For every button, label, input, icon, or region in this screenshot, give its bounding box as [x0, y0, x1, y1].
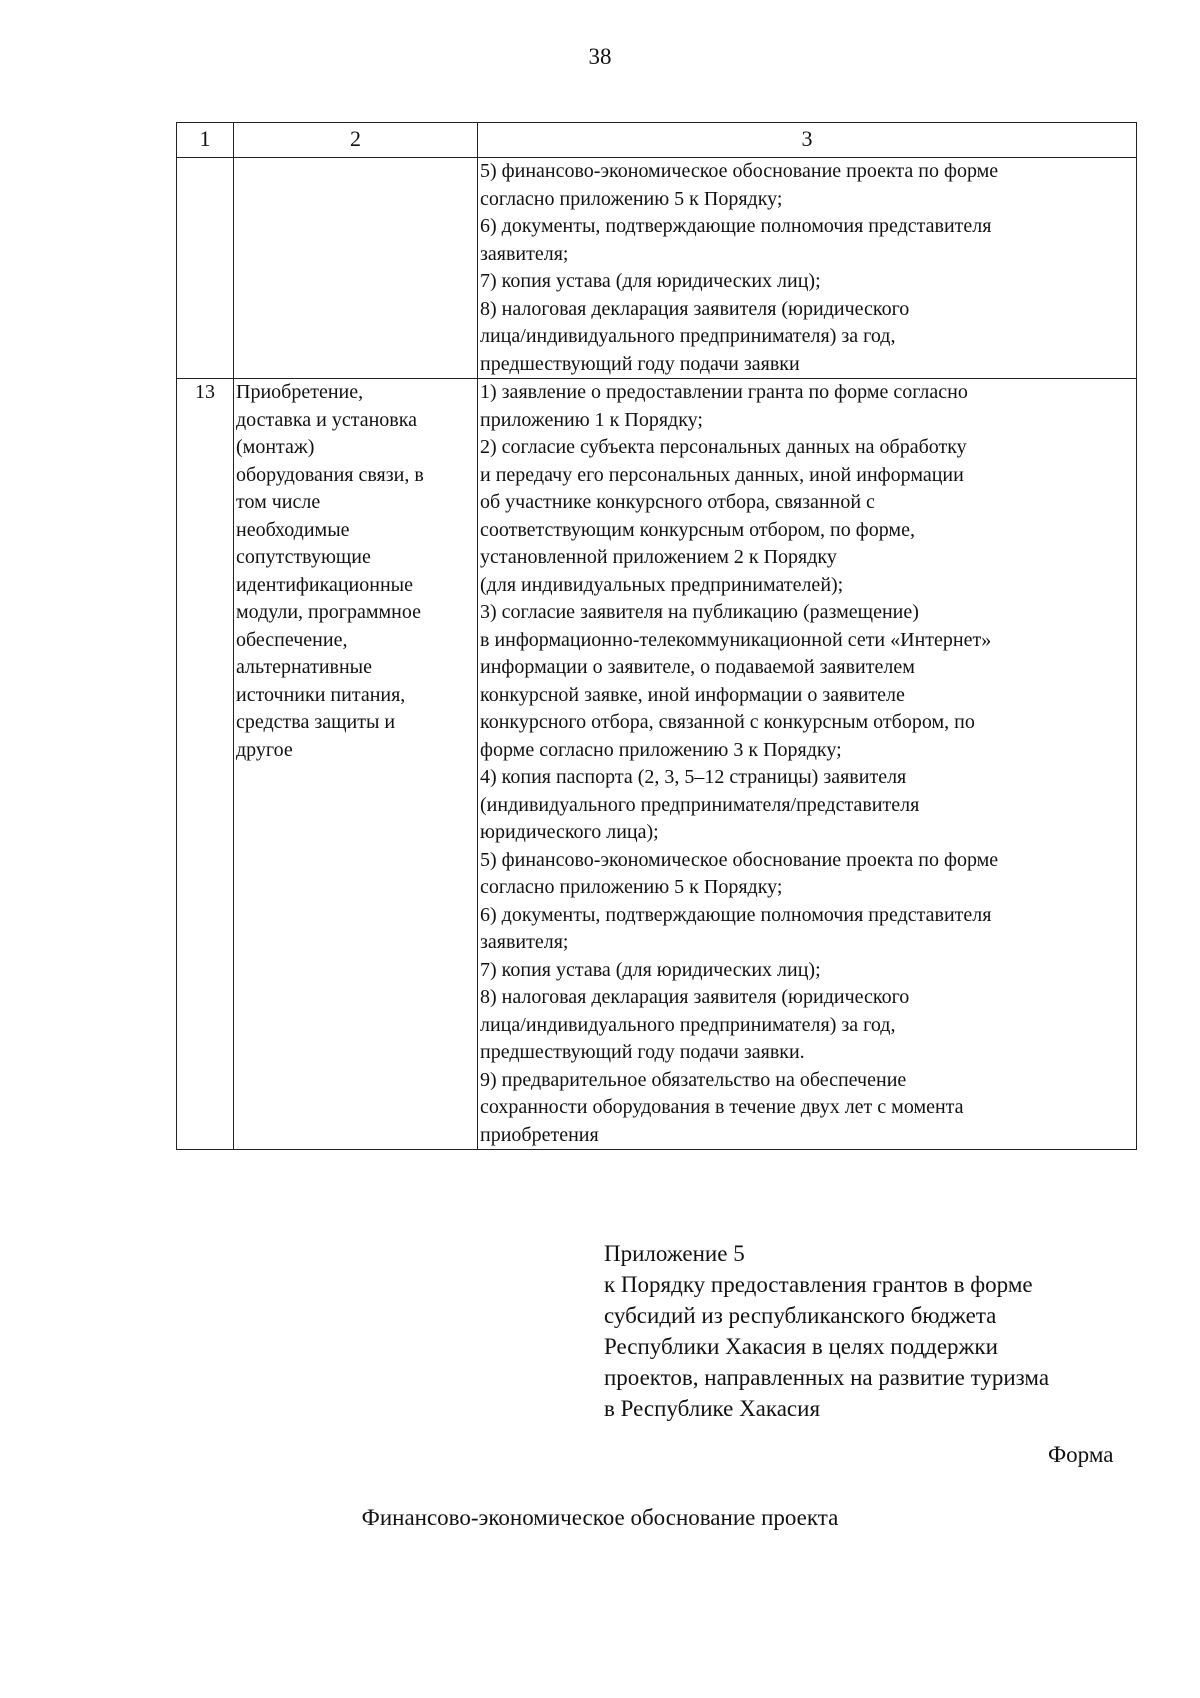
document-line: конкурсного отбора, связанной с конкурсным отбором, по [480, 711, 975, 733]
appendix-line: к Порядку предоставления грантов в форме [604, 1272, 1033, 1297]
document-line: установленной приложением 2 к Порядку [480, 546, 837, 568]
name-line: том числе [236, 491, 321, 513]
document-line: заявителя; [480, 931, 569, 953]
row-number-cell [177, 158, 234, 379]
document-line: согласно приложению 5 к Порядку; [480, 876, 783, 898]
row-documents-cell [478, 158, 1137, 379]
document-line: 7) копия устава (для юридических лиц); [480, 270, 821, 292]
document-line: приложению 1 к Порядку; [480, 408, 703, 431]
name-line: Приобретение, [236, 381, 364, 403]
name-line: альтернативные [236, 656, 372, 678]
document-line: информации о заявителе, о подаваемой заявителем [480, 656, 915, 678]
document-line: форме согласно приложению 3 к Порядку; [480, 738, 842, 761]
table-header-row [177, 123, 1137, 158]
table-row-continuation [177, 158, 1137, 379]
header-col-1: 1 [177, 123, 234, 158]
document-line: 6) документы, подтверждающие полномочия представителя [480, 903, 992, 926]
document-line: и передачу его персональных данных, иной информации [480, 463, 964, 486]
document-line: лица/индивидуального предпринимателя) за год, [480, 1013, 896, 1036]
document-line: (для индивидуальных предпринимателей); [480, 573, 844, 596]
name-line: источники питания, [236, 683, 406, 706]
document-title: Финансово-экономическое обоснование проекта [361, 1505, 839, 1530]
name-line: доставка и установка [236, 408, 418, 431]
document-line: лица/индивидуального предпринимателя) за год, [480, 325, 896, 347]
form-label: Форма [1048, 1442, 1114, 1467]
requirements-table [176, 122, 1137, 1150]
name-line: сопутствующие [236, 546, 371, 568]
appendix-line: в Республике Хакасия [604, 1396, 821, 1421]
table-row-13 [177, 379, 1137, 1150]
document-line: приобретения [480, 1123, 599, 1146]
row-number-cell: 13 [177, 379, 234, 1150]
document-line: заявителя; [480, 242, 569, 265]
appendix-line: Приложение 5 [604, 1241, 745, 1266]
document-line: соответствующим конкурсным отбором, по форме, [480, 518, 915, 541]
document-line: юридического лица); [480, 821, 659, 843]
document-line: предшествующий году подачи заявки [480, 352, 800, 375]
name-line: другое [236, 738, 293, 761]
document-line: 1) заявление о предоставлении гранта по форме согласно [480, 381, 968, 403]
header-col-2: 2 [234, 123, 478, 158]
row-documents-cell [478, 379, 1137, 1150]
name-line: средства защиты и [236, 711, 396, 733]
row-name-cell [234, 379, 478, 1150]
document-line: предшествующий году подачи заявки. [480, 1041, 805, 1063]
document-line: 8) налоговая декларация заявителя (юридического [480, 986, 910, 1008]
page-number: 38 [588, 44, 612, 69]
header-col-3: 3 [478, 123, 1137, 158]
name-line: обеспечение, [236, 628, 348, 651]
appendix-block [604, 1238, 1049, 1424]
document-line: 8) налоговая декларация заявителя (юридического [480, 297, 910, 320]
document-line: конкурсной заявке, иной информации о заявителе [480, 683, 905, 706]
appendix-line: Республики Хакасия в целях поддержки [604, 1334, 998, 1359]
document-line: сохранности оборудования в течение двух лет с момента [480, 1096, 964, 1118]
name-line: оборудования связи, в [236, 463, 424, 486]
document-line: 7) копия устава (для юридических лиц); [480, 958, 821, 981]
document-line: 4) копия паспорта (2, 3, 5–12 страницы) заявителя [480, 766, 907, 788]
document-line: об участнике конкурсного отбора, связанной с [480, 491, 875, 513]
document-line: 6) документы, подтверждающие полномочия представителя [480, 215, 992, 237]
document-line: (индивидуального предпринимателя/представителя [480, 793, 920, 816]
document-line: 5) финансово-экономическое обоснование проекта по форме [480, 160, 999, 182]
name-line: необходимые [236, 518, 350, 541]
appendix-line: проектов, направленных на развитие туризма [604, 1365, 1050, 1390]
name-line: идентификационные [236, 573, 413, 596]
document-line: 2) согласие субъекта персональных данных на обработку [480, 436, 967, 458]
document-line: 9) предварительное обязательство на обеспечение [480, 1068, 907, 1091]
name-line: (монтаж) [236, 436, 315, 458]
row-name-cell [234, 158, 478, 379]
document-line: 3) согласие заявителя на публикацию (размещение) [480, 601, 919, 623]
document-line: согласно приложению 5 к Порядку; [480, 187, 783, 210]
appendix-line: субсидий из республиканского бюджета [604, 1303, 997, 1328]
document-line: 5) финансово-экономическое обоснование проекта по форме [480, 848, 999, 871]
document-line: в информационно-телекоммуникационной сети «Интернет» [480, 628, 992, 651]
name-line: модули, программное [236, 601, 421, 623]
